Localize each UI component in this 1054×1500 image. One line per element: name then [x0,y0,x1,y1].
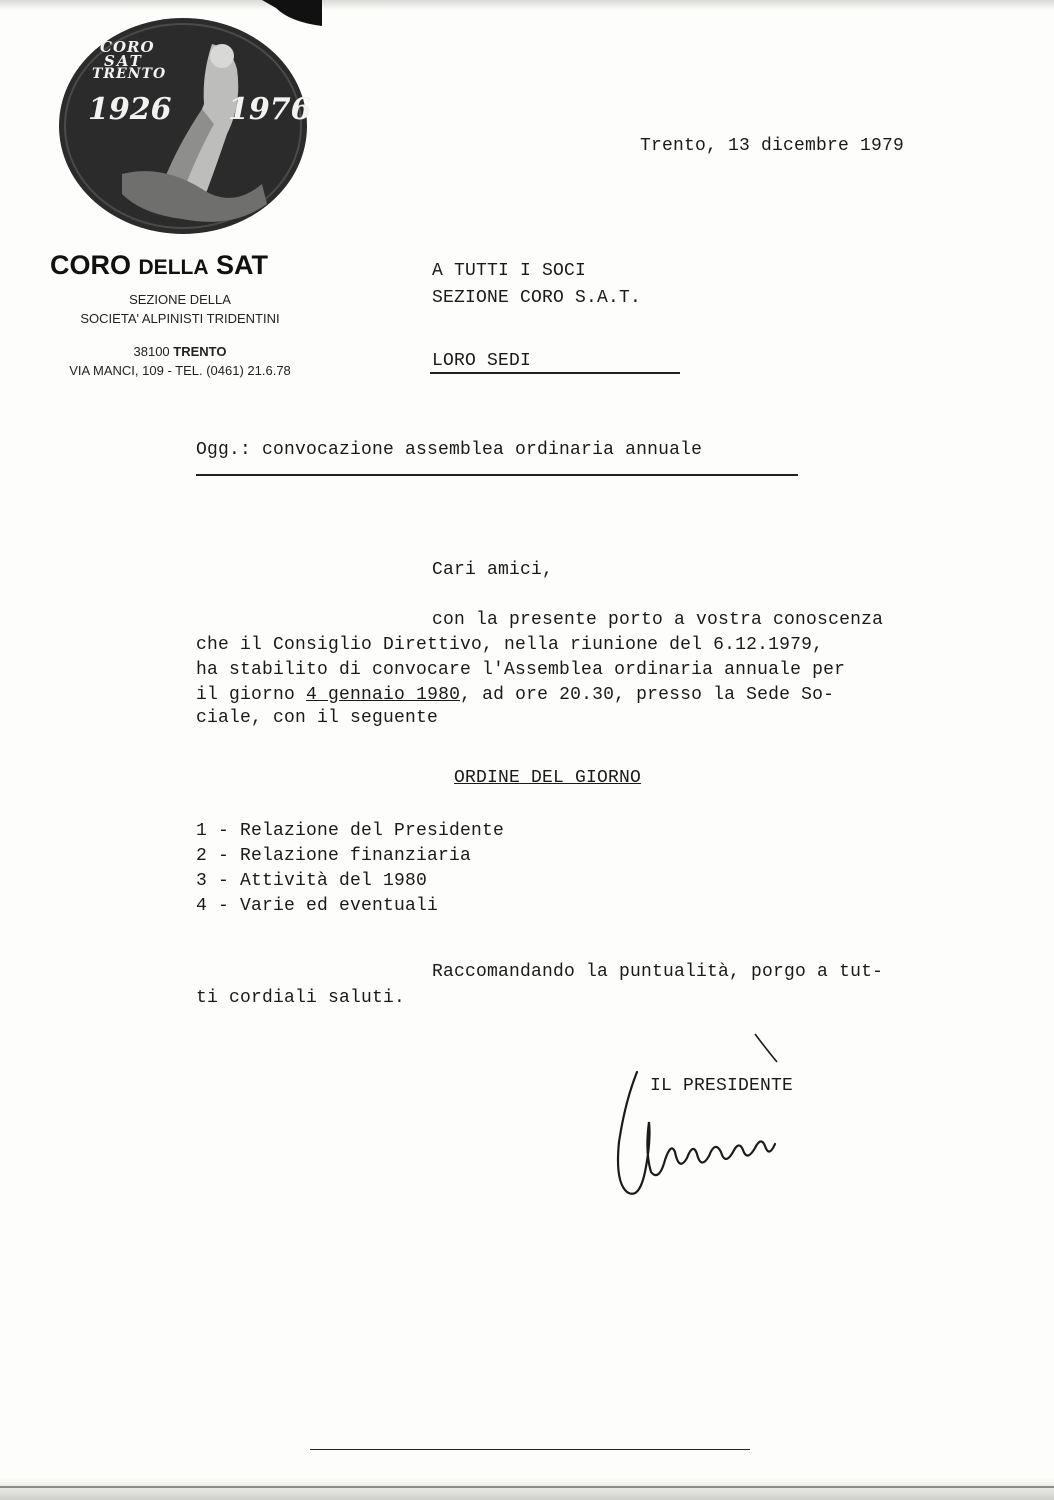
org-city: TRENTO [173,344,227,359]
org-name-della: DELLA [138,256,209,279]
closing-line-1: Raccomandando la puntualità, porgo a tut- [432,962,884,982]
organization-name [50,250,268,281]
recipient-line-3: LORO SEDI [432,351,532,371]
agenda-item: 2 - Relazione finanziaria [196,846,472,866]
coro-sat-seal-logo [52,14,314,242]
org-society: SOCIETA' ALPINISTI TRIDENTINI [80,311,280,326]
recipient-line-2: SEZIONE CORO S.A.T. [432,288,642,308]
agenda-item: 4 - Varie ed eventuali [196,896,439,916]
agenda-item: 3 - Attività del 1980 [196,871,428,891]
agenda-title: ORDINE DEL GIORNO [454,768,642,788]
subject-underline [196,474,798,476]
seal-text-trento: TRENTO [92,66,167,82]
closing-line-2: ti cordiali saluti. [196,988,406,1008]
signature-title: IL PRESIDENTE [650,1076,794,1096]
seal-year-start: 1926 [88,92,172,127]
org-name-coro: CORO [50,250,131,280]
scan-edge-top [0,0,1054,10]
scan-edge-bottom-line [0,1486,1054,1488]
seal-text-sat: SAT [104,52,143,70]
org-city-line [48,344,312,359]
agenda-item: 1 - Relazione del Presidente [196,821,505,841]
body-line-4-end: , ad ore 20.30, presso la Sede So- [460,685,835,705]
org-section: SEZIONE DELLA [129,292,231,307]
org-address: VIA MANCI, 109 - TEL. (0461) 21.6.78 [69,363,291,378]
body-line-4-start: il giorno [196,685,296,705]
seal-year-end: 1976 [228,92,312,127]
meeting-date: 4 gennaio 1980 [306,685,461,705]
org-postcode: 38100 [133,344,170,359]
scan-edge-bottom [0,1478,1054,1500]
bottom-dash-line [310,1449,750,1450]
recipient-line-1: A TUTTI I SOCI [432,261,587,281]
letter-date: Trento, 13 dicembre 1979 [640,136,905,156]
body-line-5: ciale, con il seguente [196,708,439,728]
org-name-sat: SAT [216,250,269,280]
body-line-4 [196,685,834,705]
body-line-1: con la presente porto a vostra conoscenza [432,610,884,630]
body-line-2: che il Consiglio Direttivo, nella riunione del 6.12.1979, [196,635,824,655]
subject-line: Ogg.: convocazione assemblea ordinaria annuale [196,440,703,460]
body-line-3: ha stabilito di convocare l'Assemblea ordinaria annuale per [196,660,846,680]
greeting: Cari amici, [432,560,554,580]
recipient-underline [430,372,680,374]
handwritten-signature [605,1032,805,1212]
seal-text-coro: CORO [100,38,155,56]
